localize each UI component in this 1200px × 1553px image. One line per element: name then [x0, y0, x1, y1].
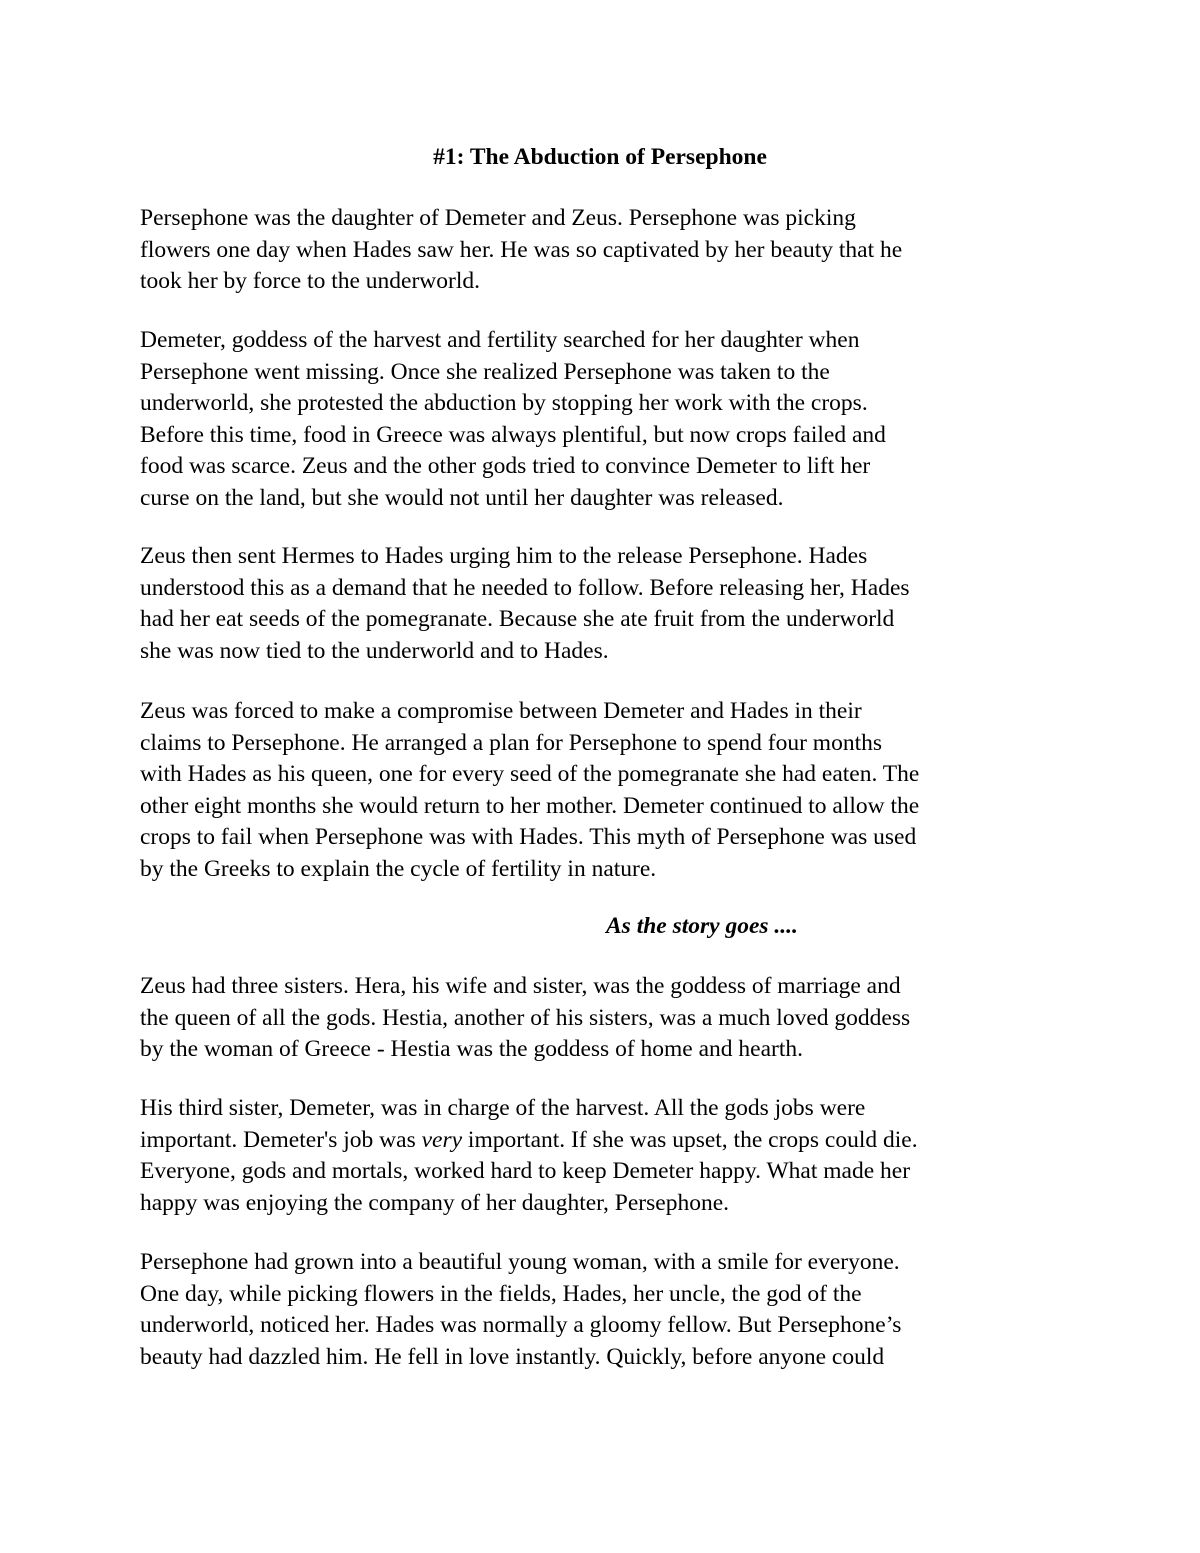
paragraph-line: His third sister, Demeter, was in charge of the harvest. All the gods jobs were: [140, 1095, 866, 1121]
paragraph-line: underworld, she protested the abduction by stopping her work with the crops.: [140, 390, 868, 416]
text-segment: important. Demeter's job was: [140, 1126, 422, 1153]
paragraph-line: happy was enjoying the company of her daughter, Persephone.: [140, 1189, 730, 1216]
paragraph-line: understood this as a demand that he needed to follow. Before releasing her, Hades: [140, 574, 910, 601]
text-segment: important. If she was upset, the crops could die.: [462, 1126, 918, 1153]
paragraph-line: food was scarce. Zeus and the other gods tried to convince Demeter to lift her: [140, 453, 871, 479]
paragraph-line: flowers one day when Hades saw her. He was so captivated by her beauty that he: [140, 236, 903, 263]
paragraph-line: Everyone, gods and mortals, worked hard to keep Demeter happy. What made her: [140, 1158, 911, 1184]
document-title: #1: The Abduction of Persephone: [433, 144, 767, 170]
paragraph-line: Persephone was the daughter of Demeter and Zeus. Persephone was picking: [140, 205, 856, 231]
paragraph-line: Zeus then sent Hermes to Hades urging him to the release Persephone. Hades: [140, 543, 868, 569]
paragraph-line: claims to Persephone. He arranged a plan for Persephone to spend four months: [140, 729, 883, 756]
emphasis-text: very: [421, 1126, 463, 1153]
story-paragraph-1: [140, 971, 1060, 1066]
paragraph-line: One day, while picking flowers in the fields, Hades, her uncle, the god of the: [140, 1280, 862, 1307]
paragraph-line: with Hades as his queen, one for every seed of the pomegranate she had eaten. The: [140, 761, 920, 787]
paragraph-line: Persephone had grown into a beautiful young woman, with a smile for everyone.: [140, 1249, 900, 1275]
paragraph-line: crops to fail when Persephone was with Hades. This myth of Persephone was used: [140, 824, 917, 850]
paragraph-line: underworld, noticed her. Hades was normally a gloomy fellow. But Persephone’s: [140, 1312, 902, 1338]
paragraph-4: [140, 696, 1060, 885]
paragraph-line: Zeus had three sisters. Hera, his wife and sister, was the goddess of marriage and: [140, 973, 901, 999]
paragraph-line: she was now tied to the underworld and to Hades.: [140, 637, 609, 664]
paragraph-line: the queen of all the gods. Hestia, another of his sisters, was a much loved goddess: [140, 1004, 911, 1031]
paragraph-line: Persephone went missing. Once she realized Persephone was taken to the: [140, 358, 830, 385]
story-paragraph-3: [140, 1247, 1060, 1373]
paragraph-line: curse on the land, but she would not until her daughter was released.: [140, 484, 784, 511]
paragraph-line: had her eat seeds of the pomegranate. Because she ate fruit from the underworld: [140, 606, 895, 632]
paragraph-3: [140, 541, 1060, 667]
paragraph-line: beauty had dazzled him. He fell in love instantly. Quickly, before anyone could: [140, 1343, 885, 1370]
story-paragraph-2: [140, 1093, 1060, 1219]
paragraph-line: [140, 1125, 1060, 1157]
paragraph-line: took her by force to the underworld.: [140, 268, 480, 294]
paragraph-line: by the Greeks to explain the cycle of fertility in nature.: [140, 855, 657, 882]
paragraph-line: Demeter, goddess of the harvest and fertility searched for her daughter when: [140, 327, 860, 353]
paragraph-1: [140, 203, 1060, 298]
paragraph-line: other eight months she would return to her mother. Demeter continued to allow the: [140, 792, 920, 819]
paragraph-line: Zeus was forced to make a compromise between Demeter and Hades in their: [140, 698, 862, 724]
paragraph-line: by the woman of Greece - Hestia was the goddess of home and hearth.: [140, 1036, 804, 1062]
story-subheading: As the story goes ....: [606, 913, 798, 939]
paragraph-line: Before this time, food in Greece was always plentiful, but now crops failed and: [140, 421, 886, 448]
paragraph-2: [140, 325, 1060, 514]
